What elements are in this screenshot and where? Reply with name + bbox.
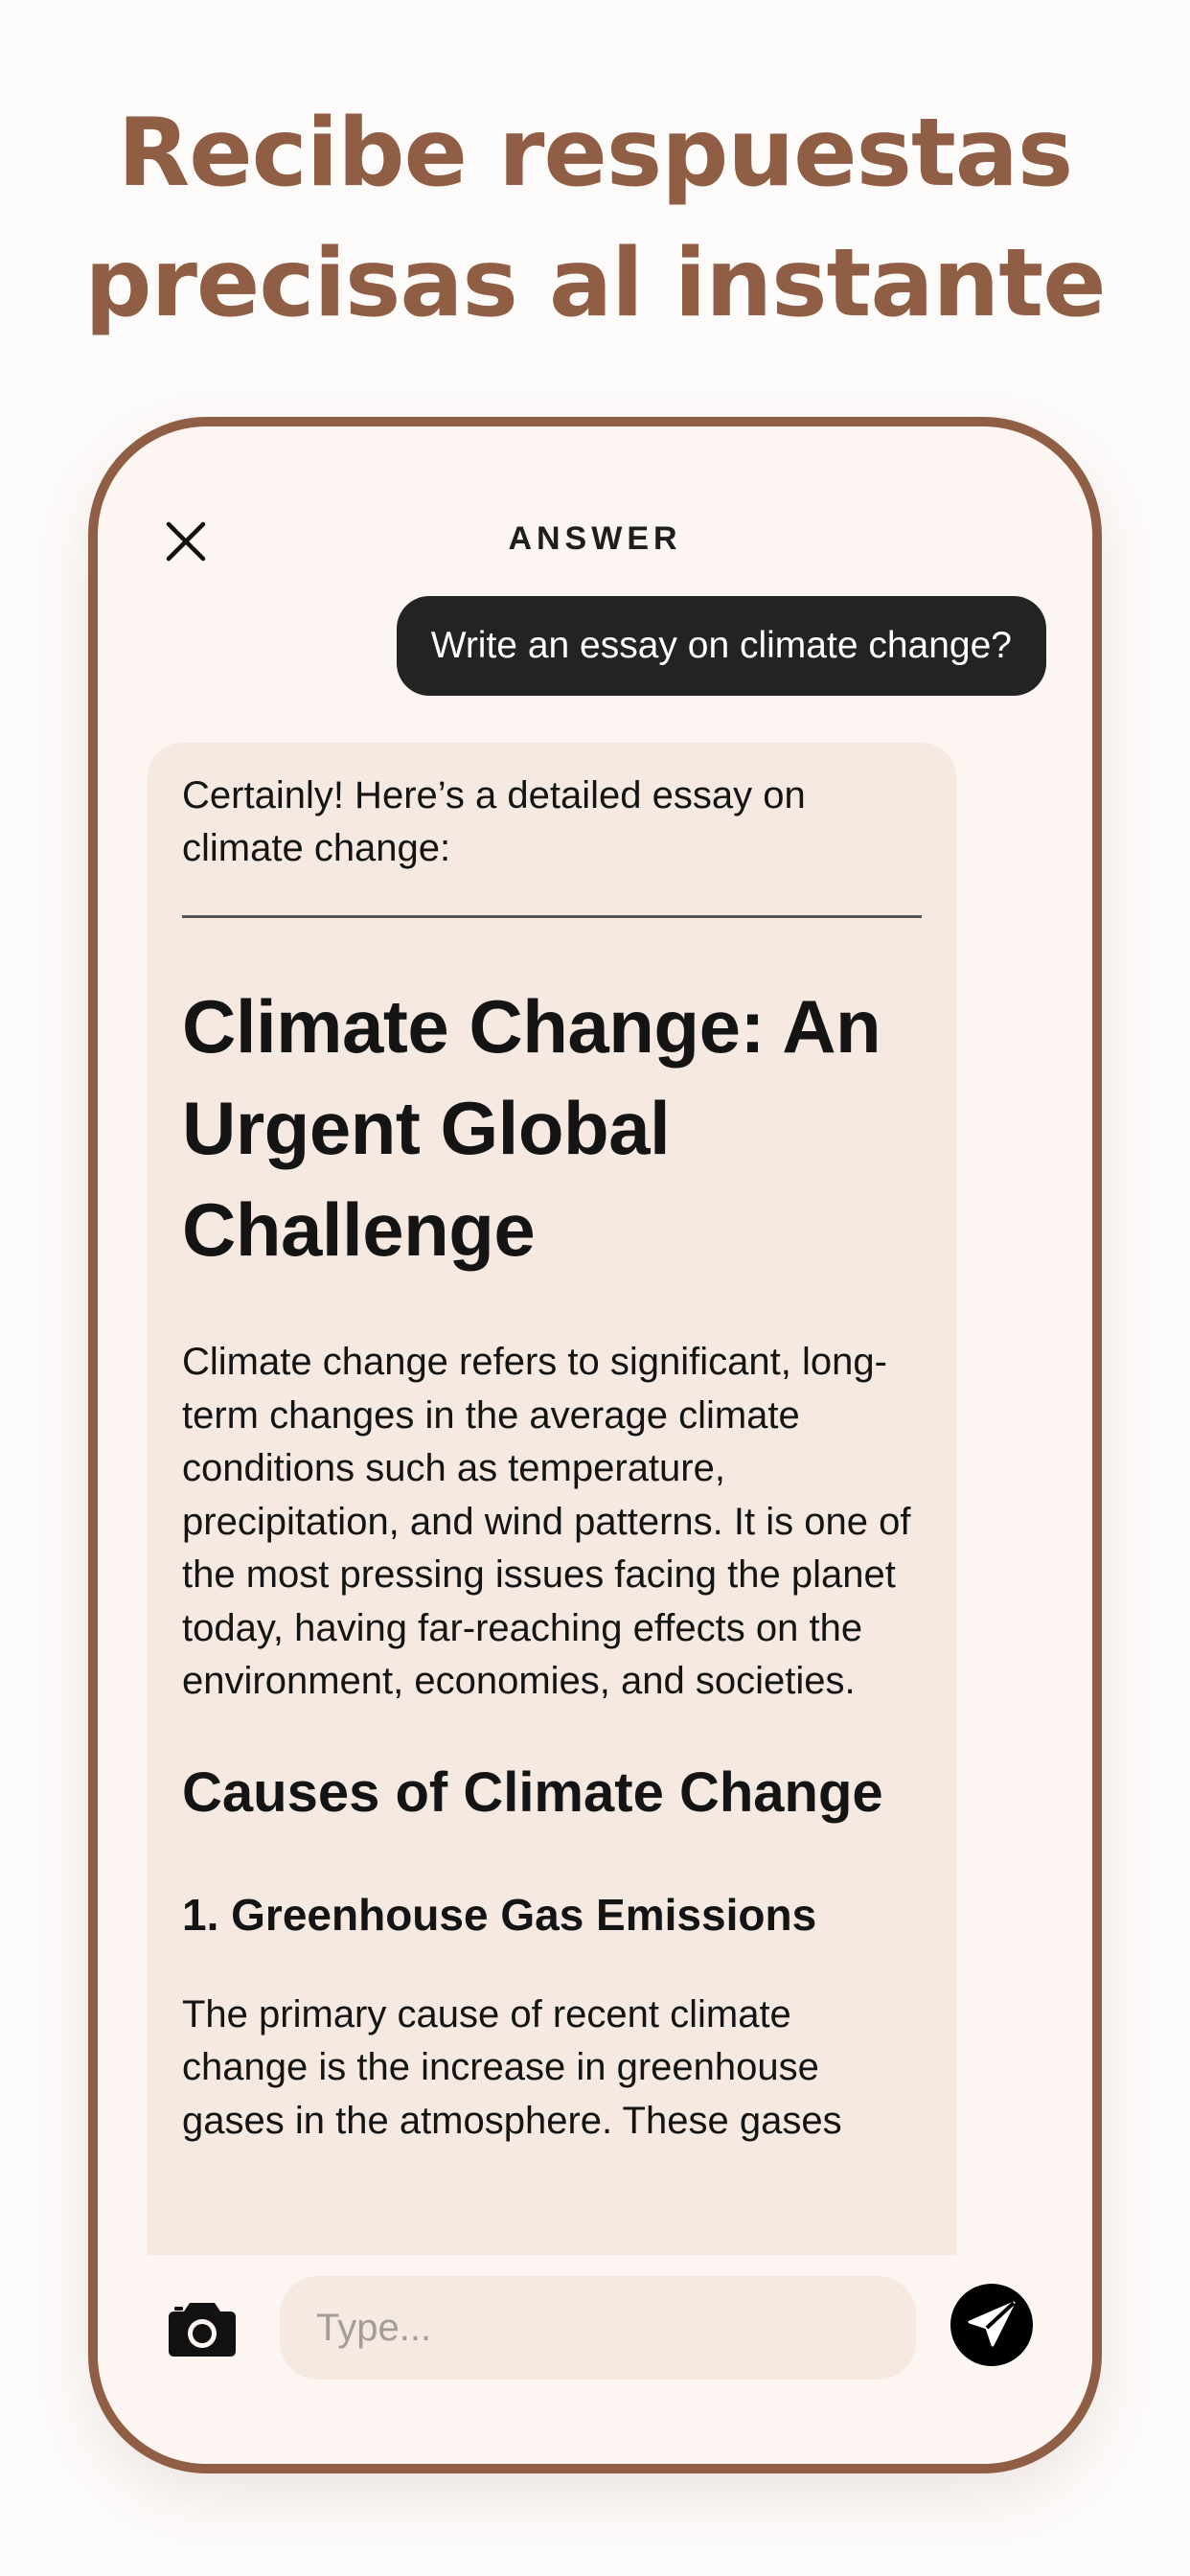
camera-button[interactable] [167, 2299, 238, 2358]
headline-line-1: Recibe respuestas [117, 99, 1073, 208]
divider [182, 915, 922, 918]
send-button[interactable] [950, 2284, 1033, 2366]
send-icon [950, 2284, 1033, 2366]
top-bar [98, 426, 1092, 570]
message-input[interactable] [280, 2276, 916, 2380]
page-title: ANSWER [508, 520, 682, 557]
marketing-headline [0, 88, 1190, 349]
composer-bar [98, 2263, 1092, 2464]
answer-intro: Certainly! Here’s a detailed essay on climate change: [182, 774, 806, 869]
camera-icon [167, 2299, 238, 2358]
headline-line-2: precisas al instante [84, 229, 1106, 338]
answer-scroll-area[interactable] [148, 743, 956, 2255]
user-message-bubble: Write an essay on climate change? [397, 596, 1046, 696]
essay-title: Climate Change: An Urgent Global Challenge [182, 984, 881, 1272]
answer-card [148, 743, 956, 2255]
phone-frame [88, 417, 1102, 2473]
essay-paragraph: Climate change refers to significant, long-term changes in the average climate conditions such as temperature, precipitation, and wind patterns. It is one of the most pressing issues facing the planet today, having far-reaching effects on the environment, economies, and societies. [182, 1341, 911, 1702]
subsection-heading: 1. Greenhouse Gas Emissions [182, 1889, 817, 1940]
section-heading: Causes of Climate Change [182, 1760, 883, 1824]
essay-paragraph-2: The primary cause of recent climate change is the increase in greenhouse gases in the atmosphere. These gases [182, 1992, 842, 2142]
